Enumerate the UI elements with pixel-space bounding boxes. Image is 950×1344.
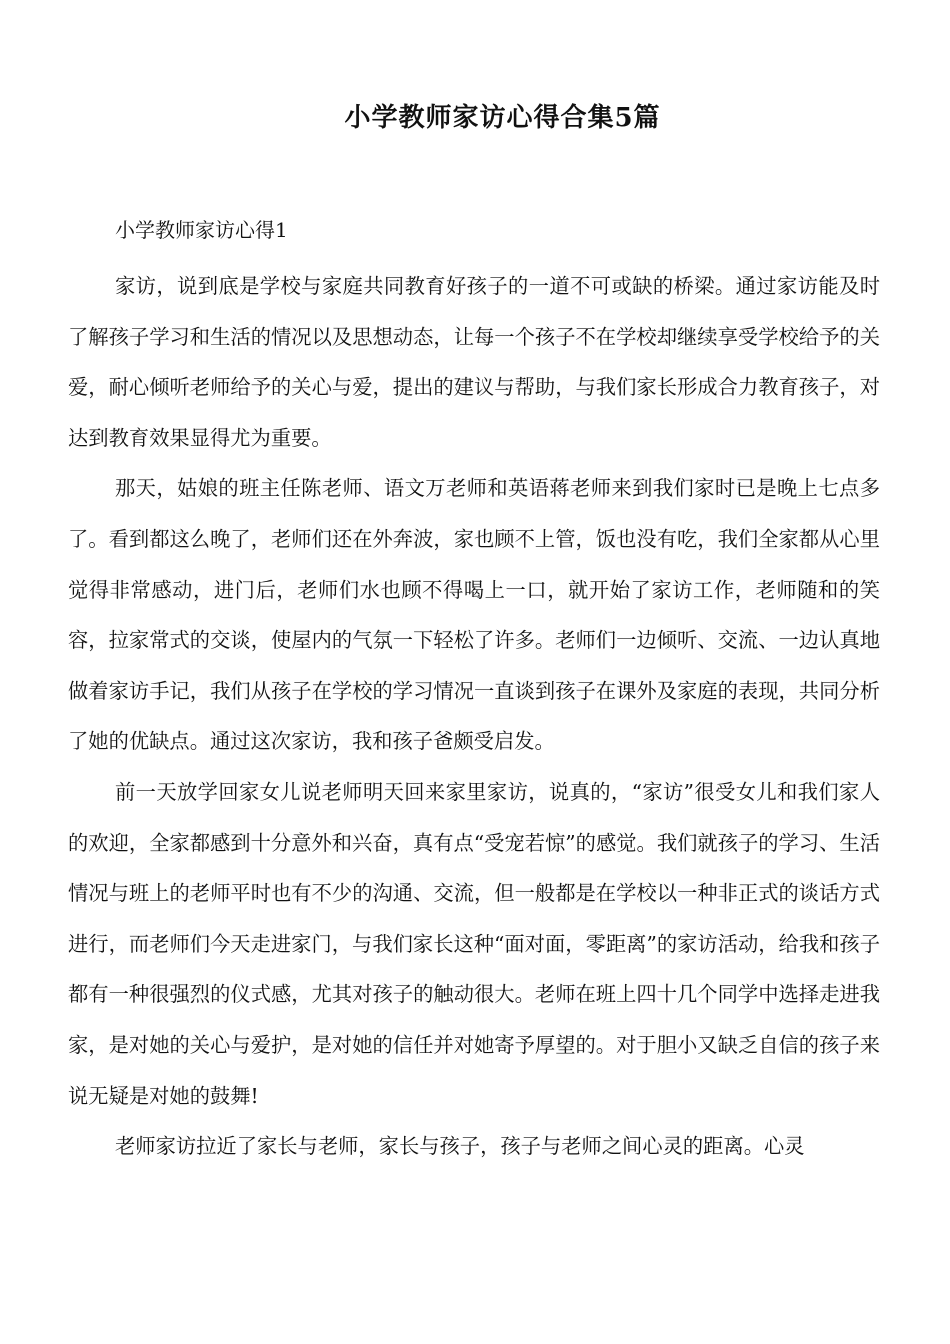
paragraph-3: 前一天放学回家女儿说老师明天回来家里家访，说真的，“家访”很受女儿和我们家人的欢迎，全家都感到十分意外和兴奋，真有点“受宠若惊”的感觉。我们就孩子的学习、生活情况与班上的老师平时也有不少的沟通、交流，但一般都是在学校以一种非正式的谈话方式进行，而老师们今天走进家门，与我们家长这种“面对面，零距离”的家访活动，给我和孩子都有一种很强烈的仪式感，尤其对孩子的触动很大。老师在班上四十几个同学中选择走进我家，是对她的关心与爱护，是对她的信任并对她寄予厚望的。对于胆小又缺乏自信的孩子来说无疑是对她的鼓舞! <box>68 779 880 1108</box>
paragraph-4: 老师家访拉近了家长与老师，家长与孩子，孩子与老师之间心灵的距离。心灵 <box>115 1134 805 1159</box>
paragraph-2: 那天，姑娘的班主任陈老师、语文万老师和英语蒋老师来到我们家时已是晚上七点多了。看到都这么晚了，老师们还在外奔波，家也顾不上管，饭也没有吃，我们全家都从心里觉得非常感动，进门后，老师们水也顾不得喝上一口，就开始了家访工作，老师随和的笑容，拉家常式的交谈，使屋内的气氛一下轻松了许多。老师们一边倾听、交流、一边认真地做着家访手记，我们从孩子在学校的学习情况一直谈到孩子在课外及家庭的表现，共同分析了她的优缺点。通过这次家访，我和孩子爸颇受启发。 <box>68 476 880 754</box>
section-heading: 小学教师家访心得1 <box>115 218 288 242</box>
paragraph-1: 家访，说到底是学校与家庭共同教育好孩子的一道不可或缺的桥梁。通过家访能及时了解孩子学习和生活的情况以及思想动态，让每一个孩子不在学校却继续享受学校给予的关爱，耐心倾听老师给予的关心与爱，提出的建议与帮助，与我们家长形成合力教育孩子，对达到教育效果显得尤为重要。 <box>68 274 880 450</box>
document-body <box>68 211 880 1172</box>
document-title: 小学教师家访心得合集5篇 <box>344 103 661 133</box>
